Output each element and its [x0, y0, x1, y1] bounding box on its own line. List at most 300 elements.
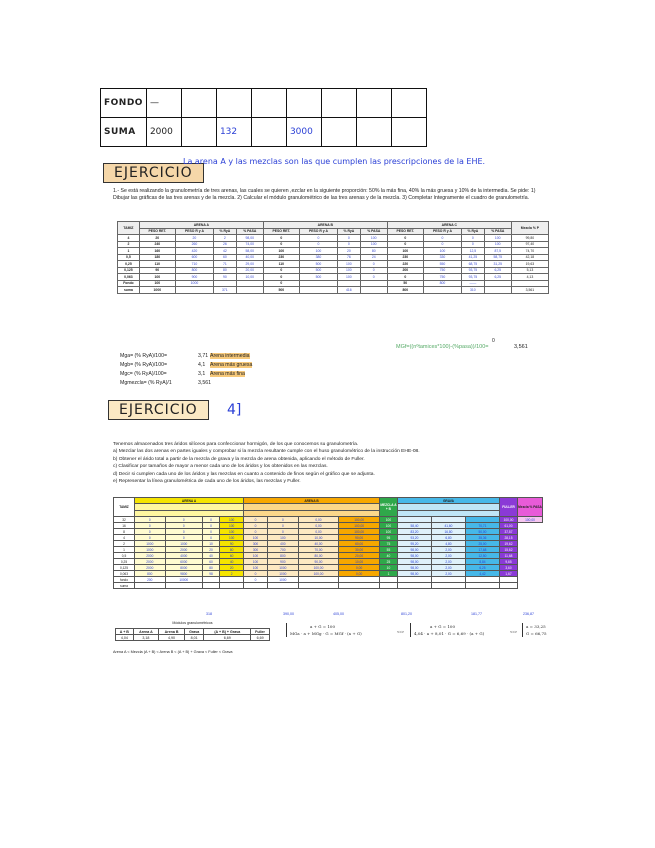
table-cell: 90,00	[339, 535, 380, 541]
header-row-2	[114, 504, 543, 511]
modules-value: 4,04	[116, 635, 134, 641]
table-cell: 0	[268, 523, 299, 529]
modules-header: Grava	[184, 629, 204, 635]
table-cell: 0,125	[118, 267, 140, 274]
table-cell: 100,00	[339, 517, 380, 523]
table-cell: 10	[202, 541, 219, 547]
exercise-number: 4]	[227, 402, 242, 418]
header-fuller: FULLER	[500, 498, 518, 517]
granulometry-table-1	[117, 221, 549, 294]
table-cell: 100	[379, 523, 397, 529]
table-cell	[431, 583, 465, 589]
table-cell: 2	[114, 541, 135, 547]
table-cell: 60,00	[339, 541, 380, 547]
table-cell	[339, 583, 380, 589]
exercise-4-statement	[113, 441, 543, 485]
modules-header: Arena B	[159, 629, 185, 635]
table-cell: 0	[268, 529, 299, 535]
eq-line: MGa · a + MGg · G = MGf · (a + G)	[290, 631, 362, 636]
table-cell: 35,36	[465, 535, 499, 541]
cell	[356, 89, 391, 118]
table-cell: 10	[379, 565, 397, 571]
table-cell: 70,71	[465, 523, 499, 529]
exercise-1-statement: 1.- Se está realizando la granulometría de tres arenas, las cuales se quieren ,ezclar en la siguiente proporción: 50% la más fina, 40% la más gruesa y 10% de la intermedia. Se pide: 1) Dibujar las gráficas de las tres arenas y de la mezcla. 2) Calcular el módulo granulométrico de las tres arenas y de la mezcla. 3) Completar íntegramente el cuadro de granulometría.	[113, 188, 536, 201]
module-tag: Arena intermedia	[210, 353, 250, 359]
table-cell: 98,00	[236, 235, 263, 242]
table-cell: 0	[338, 235, 361, 242]
table-cell: 0	[299, 235, 337, 242]
table-cell: 100	[220, 517, 244, 523]
table-cell: 0	[263, 280, 299, 287]
table-cell: 2,00	[431, 565, 465, 571]
fondo-row	[101, 89, 427, 118]
table-cell: 42,18	[511, 254, 548, 261]
header-spacer	[135, 504, 244, 511]
size-order: Arena A < Mezcla (A + B) < Arena B < (A + B) + Grava < Fuller < Grava	[113, 650, 233, 654]
table-cell: 2,00	[431, 571, 465, 577]
row-label: SUMA	[101, 118, 147, 147]
table-cell: 100	[484, 241, 511, 248]
table-cell: 98,00	[397, 547, 431, 553]
sub-peso-ret: PESO RET.	[263, 228, 299, 235]
module-label: Mga= (% RyA)/100=	[120, 353, 167, 359]
table-4-body	[114, 517, 543, 589]
table-cell: 0	[135, 535, 166, 541]
table-cell: 74,00	[236, 241, 263, 248]
sub-pct-rya: % RyA	[462, 228, 485, 235]
table-cell: 500	[263, 287, 299, 294]
module-row-a	[120, 352, 350, 361]
table-cell: 100	[360, 235, 387, 242]
sum-value: 390,00	[283, 612, 294, 616]
module-row-b	[120, 361, 350, 370]
table-cell: 24	[360, 254, 387, 261]
sieve-summary-table	[100, 88, 427, 147]
table-cell: 550	[423, 261, 461, 268]
table-cell: 100	[338, 267, 361, 274]
table-cell: 300	[244, 547, 268, 553]
table-cell: 41,60	[431, 523, 465, 529]
table-cell: 100,00	[298, 571, 339, 577]
cell	[321, 118, 356, 147]
table-cell: 17,68	[465, 547, 499, 553]
table-1-body	[118, 235, 549, 294]
table-cell	[165, 583, 202, 589]
table-cell: 20	[202, 547, 219, 553]
table-cell: 60	[214, 254, 237, 261]
table-cell: 4000	[165, 553, 202, 559]
modules-list	[120, 352, 350, 388]
table-cell: 1000	[135, 547, 166, 553]
item-d: d) Decir si cumplen cada uno de los áridos y las mezclas en cuanto a contenido de finos según el gráfico que se adjunta.	[113, 471, 375, 477]
table-cell: 98,00	[397, 553, 431, 559]
table-cell: 80	[202, 565, 219, 571]
table-cell: 0,125	[114, 565, 135, 571]
table-cell: 0	[263, 274, 299, 281]
table-cell	[360, 287, 387, 294]
table-cell: 3,561	[511, 287, 548, 294]
table-cell: 5,13	[511, 267, 548, 274]
table-cell: 230	[263, 254, 299, 261]
table-cell: 1	[114, 547, 135, 553]
table-cell: 0	[387, 235, 423, 242]
cell	[216, 89, 251, 118]
table-cell	[379, 583, 397, 589]
table-cell: 98,00	[397, 565, 431, 571]
header-arena-a: ARENA A	[139, 222, 263, 229]
table-cell: 100	[268, 535, 299, 541]
table-cell: 98,00	[397, 571, 431, 577]
sub-peso-rya: PESO R y A	[175, 228, 213, 235]
table-cell: 98,00	[397, 559, 431, 565]
sub-pct-rya: % RyA	[338, 228, 361, 235]
table-cell: 0,5	[114, 553, 135, 559]
table-cell: 300	[244, 541, 268, 547]
table-cell: 37,57	[500, 529, 518, 535]
table-cell: 8000	[165, 565, 202, 571]
modules-title: Módulos granulométricos	[172, 621, 213, 625]
table-cell: 0	[462, 241, 485, 248]
table-cell: 4,13	[511, 274, 548, 281]
table-cell: 93,75	[462, 274, 485, 281]
table-cell: 50	[387, 280, 423, 287]
table-cell: 2,00	[431, 553, 465, 559]
table-cell: 100	[220, 523, 244, 529]
table-cell: 0,25	[114, 559, 135, 565]
table-cell: 80	[214, 267, 237, 274]
table-cell: 6,80	[431, 535, 465, 541]
table-cell	[135, 583, 166, 589]
table-cell: 1000	[139, 287, 175, 294]
modules-header: A + B	[116, 629, 134, 635]
table-cell: 100,00	[298, 565, 339, 571]
table-cell: 40	[202, 553, 219, 559]
table-cell: 800	[268, 553, 299, 559]
table-cell: 900	[268, 559, 299, 565]
table-cell: 0	[165, 523, 202, 529]
cell: 2000	[146, 118, 181, 147]
table-cell: 10,00	[236, 274, 263, 281]
mgf-value: 3,561	[514, 344, 528, 350]
table-cell: 100,00	[339, 529, 380, 535]
table-cell: 1000	[165, 541, 202, 547]
module-row-c	[120, 370, 350, 379]
table-cell: fondo	[114, 577, 135, 583]
module-value: 3,561	[198, 380, 211, 386]
table-cell: 100	[379, 517, 397, 523]
item-c: c) Clasificar por tamaños de mayor a menor cada uno de los áridos y los obtenidos en las mezclas.	[113, 464, 328, 470]
table-cell: 9800	[165, 571, 202, 577]
sub-peso-ret: PESO RET.	[387, 228, 423, 235]
header-mezcla-pasa: Mezcla % PASA	[518, 498, 543, 517]
table-cell: 0	[387, 241, 423, 248]
table-cell: 9,65	[500, 559, 518, 565]
table-cell: 500	[299, 261, 337, 268]
table-cell: 260	[175, 241, 213, 248]
suma-row	[101, 118, 427, 147]
table-cell: suma	[118, 287, 140, 294]
table-cell: 100	[139, 274, 175, 281]
header-mezcla: Mezcla % P	[511, 222, 548, 235]
table-cell: 26	[214, 241, 237, 248]
table-cell: 0	[244, 517, 268, 523]
table-cell: 0	[338, 241, 361, 248]
table-cell: 0,063	[118, 274, 140, 281]
table-cell: 0,25	[118, 261, 140, 268]
sub-pct-rya: % RyA	[214, 228, 237, 235]
header-arena-c: ARENA C	[387, 222, 511, 229]
table-cell: 2000	[135, 559, 166, 565]
cell: 3000	[286, 118, 321, 147]
table-cell: 0	[165, 517, 202, 523]
header-tamiz: TAMIZ	[114, 498, 135, 517]
table-cell: 80,00	[298, 553, 339, 559]
table-cell: 310	[462, 287, 485, 294]
table-cell: 2	[214, 235, 237, 242]
table-cell: 40	[379, 553, 397, 559]
table-cell: 74,70	[511, 248, 548, 255]
table-cell: 0,00	[298, 529, 339, 535]
table-cell	[175, 287, 213, 294]
table-cell: 60	[220, 553, 244, 559]
table-cell: 416	[338, 287, 361, 294]
table-cell	[465, 583, 499, 589]
table-cell: 200	[387, 267, 423, 274]
table-cell: 100	[338, 274, 361, 281]
table-row	[118, 287, 549, 294]
table-cell	[202, 583, 219, 589]
header-arena-b: ARENA B	[244, 498, 380, 504]
table-cell: 180	[139, 254, 175, 261]
table-cell: 2,00	[431, 547, 465, 553]
table-cell: 4,80	[431, 541, 465, 547]
table-cell: ——	[462, 280, 485, 287]
table-cell: 100	[220, 535, 244, 541]
eq-line: G = 66,75	[526, 631, 547, 636]
table-cell: 0	[244, 577, 268, 583]
table-cell: 6,25	[465, 565, 499, 571]
module-label: Mgb= (% RyA)/100=	[120, 362, 167, 368]
table-cell: 93,20	[397, 535, 431, 541]
table-cell: 100,00	[500, 517, 518, 523]
table-cell: 100	[379, 529, 397, 535]
header-grava: GRAVA	[397, 498, 499, 504]
table-cell: 40,00	[236, 254, 263, 261]
table-cell: 55	[379, 547, 397, 553]
table-cell: 0,00	[298, 517, 339, 523]
cell	[251, 89, 286, 118]
table-cell: 330	[423, 254, 461, 261]
table-cell: 230	[387, 254, 423, 261]
equivalence-arrow: <=>	[397, 629, 405, 634]
table-cell: 70,00	[298, 547, 339, 553]
table-cell: 90	[214, 274, 237, 281]
table-cell: 2000	[165, 547, 202, 553]
table-cell	[500, 583, 518, 589]
table-cell: 76	[338, 254, 361, 261]
table-cell: 750	[423, 274, 461, 281]
table-cell: 87,5	[484, 248, 511, 255]
table-cell: 100	[484, 235, 511, 242]
module-tag: Arena más fina	[210, 371, 245, 377]
eq-line: a = 33,25	[526, 624, 546, 629]
eq-line: a + G = 100	[430, 624, 456, 629]
table-cell: 0	[268, 517, 299, 523]
item-a: a) Mezclar las dos arenas en partes iguales y comprobar si la mezcla resultante cumple con el huso granulométrico de la instrucción EHE-08.	[113, 449, 420, 455]
cell	[286, 89, 321, 118]
table-cell: 8,84	[465, 559, 499, 565]
table-cell: 0	[135, 517, 166, 523]
table-cell: 371	[214, 287, 237, 294]
table-cell	[298, 583, 339, 589]
sum-value: 801,20	[401, 612, 412, 616]
table-cell: 58,75	[484, 254, 511, 261]
table-cell: 0	[135, 529, 166, 535]
table-cell: 1000	[135, 541, 166, 547]
table-cell: 20	[175, 235, 213, 242]
table-cell: 4	[114, 535, 135, 541]
table-cell: 16	[114, 523, 135, 529]
sub-pct-pasa: % PASA	[360, 228, 387, 235]
table-cell: 8	[114, 529, 135, 535]
table-cell: 40	[220, 559, 244, 565]
table-cell: 6,25	[484, 267, 511, 274]
table-cell: 0	[202, 517, 219, 523]
handwritten-note: La arena A y las mezclas son las que cumplen las prescripciones de la EHE.	[183, 157, 486, 166]
modules-value: 6,69	[251, 635, 270, 641]
modules-value: 6,69	[204, 635, 251, 641]
table-cell: 1	[379, 571, 397, 577]
table-cell: 800	[135, 571, 166, 577]
sum-value: 181,77	[471, 612, 482, 616]
sub-pct-pasa: % PASA	[236, 228, 263, 235]
table-cell: 20,00	[236, 267, 263, 274]
module-tag: Arena más gruesa	[210, 362, 253, 368]
table-cell: 32	[114, 517, 135, 523]
sub-peso-rya: PESO R y A	[423, 228, 461, 235]
equivalence-arrow: <=>	[510, 629, 518, 634]
table-row	[114, 583, 543, 589]
header-arena-b: ARENA B	[263, 222, 387, 229]
modules-header: (A + B) + Grava	[204, 629, 251, 635]
modules-header: Fuller	[251, 629, 270, 635]
cell	[321, 89, 356, 118]
table-cell: 420	[175, 248, 213, 255]
table-cell: 750	[423, 267, 461, 274]
table-cell: 41,25	[462, 254, 485, 261]
modules-value: 4,90	[159, 635, 185, 641]
table-cell: 0	[360, 267, 387, 274]
table-cell: 10,00	[298, 535, 339, 541]
table-cell: 110	[263, 261, 299, 268]
table-cell: 100	[244, 553, 268, 559]
table-cell: 2000	[135, 553, 166, 559]
modules-value: 8,01	[184, 635, 204, 641]
table-cell: 60	[202, 559, 219, 565]
table-cell: 2,00	[431, 559, 465, 565]
table-cell: 100	[423, 248, 461, 255]
sum-value: 318	[206, 612, 212, 616]
table-cell: 16,80	[431, 529, 465, 535]
table-cell: 700	[268, 547, 299, 553]
table-cell: 20	[338, 248, 361, 255]
module-label: Mgmezcla= (% RyA)/1	[120, 380, 172, 386]
table-cell	[268, 583, 299, 589]
table-cell: 710	[175, 261, 213, 268]
table-cell: 100	[244, 559, 268, 565]
module-value: 4,1	[198, 362, 206, 368]
item-b: b) Obtener el árido total a partir de la mezcla de grava y la mezcla de arena obtenida, aplicando el método de Fuller.	[113, 456, 365, 462]
table-cell: 0	[244, 529, 268, 535]
table-cell: 50,00	[465, 529, 499, 535]
table-cell: 600	[175, 254, 213, 261]
table-cell: 400	[268, 541, 299, 547]
table-cell: 800	[423, 280, 461, 287]
table-cell: 95,20	[397, 541, 431, 547]
eq-line: 4,04 · a + 8,01 · G = 6,69 · (a + G)	[414, 631, 485, 636]
table-cell: 75	[379, 541, 397, 547]
cell: 132	[216, 118, 251, 147]
table-cell: 99,80	[511, 235, 548, 242]
table-cell: 200	[135, 577, 166, 583]
table-cell: 900	[175, 274, 213, 281]
table-cell: 100	[299, 248, 337, 255]
table-cell: 110	[139, 261, 175, 268]
table-cell: 11,68	[500, 553, 518, 559]
header-arena-a: ARENA A	[135, 498, 244, 504]
table-cell	[244, 583, 268, 589]
sum-value: 405,00	[333, 612, 344, 616]
table-cell: 0	[202, 523, 219, 529]
table-cell	[484, 287, 511, 294]
table-cell: 0	[263, 235, 299, 242]
table-cell: 1000	[175, 280, 213, 287]
table-cell: 1000	[268, 565, 299, 571]
table-cell: 1	[118, 248, 140, 255]
table-cell: 1000	[268, 577, 299, 583]
table-cell: 25,00	[465, 541, 499, 547]
mgf-formula: MGf=((nºtamices*100)-(%pasa))/100=	[396, 344, 489, 350]
equation-solution	[522, 623, 547, 637]
table-cell: 500	[299, 274, 337, 281]
exercise-1-label: EJERCICIO	[103, 163, 204, 183]
table-cell: 83,20	[397, 529, 431, 535]
table-cell	[397, 583, 431, 589]
eq-line: a + G = 100	[310, 624, 336, 629]
table-cell: 10,00	[339, 559, 380, 565]
table-cell: 3,60	[500, 565, 518, 571]
table-cell: 20	[220, 565, 244, 571]
cell	[181, 89, 216, 118]
table-cell: 0	[135, 523, 166, 529]
intro-text: Tenemos almacenados tres áridos silíceos para confeccionar hormigón, de los que conocemos su granulometría.	[113, 442, 359, 447]
row-label: FONDO	[101, 89, 147, 118]
header-spacer	[244, 504, 380, 511]
table-cell: 97,40	[511, 241, 548, 248]
equation-system-2	[410, 623, 484, 637]
table-cell: 12,50	[465, 553, 499, 559]
cell	[391, 89, 426, 118]
module-label: Mgc= (% RyA)/100=	[120, 371, 167, 377]
table-cell: 100	[244, 535, 268, 541]
table-cell: 0	[202, 535, 219, 541]
table-cell: 100	[139, 280, 175, 287]
exercise-4-label: EJERCICIO	[108, 400, 209, 420]
table-cell: 0,063	[114, 571, 135, 577]
table-cell	[220, 583, 244, 589]
table-cell: 90,00	[298, 559, 339, 565]
table-cell: 93,75	[462, 267, 485, 274]
